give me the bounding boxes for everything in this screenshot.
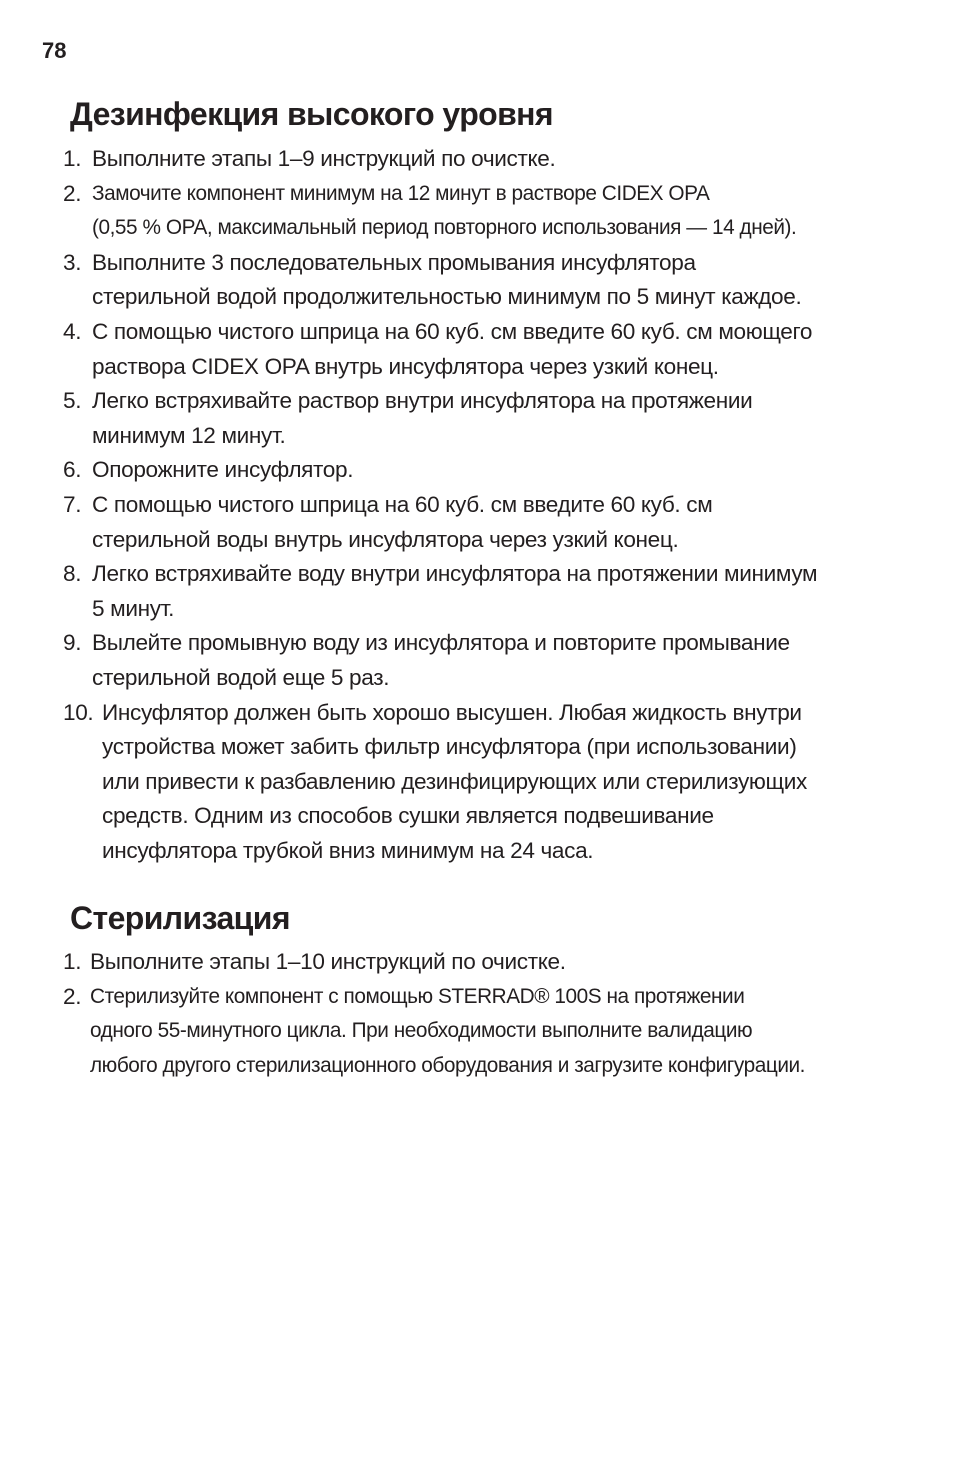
step-number: 9. — [63, 630, 82, 656]
step-text: любого другого стерилизационного оборудования и загрузите конфигурации. — [90, 1053, 805, 1077]
hld-step-5 — [0, 384, 954, 453]
step-text: средств. Одним из способов сушки является подвешивание — [102, 803, 714, 829]
step-text: одного 55-минутного цикла. При необходимости выполните валидацию — [90, 1019, 753, 1043]
step-number: 3. — [63, 249, 82, 275]
step-text: Инсуфлятор должен быть хорошо высушен. Любая жидкость внутри — [102, 699, 802, 725]
hld-step-3 — [0, 246, 954, 315]
step-text: или привести к разбавлению дезинфицирующих или стерилизующих — [102, 768, 807, 794]
step-text: (0,55 % OPA, максимальный период повторного использования — 14 дней). — [92, 216, 797, 240]
hld-step-7 — [0, 488, 954, 557]
step-number: 2. — [63, 180, 82, 206]
sterilization-step-1 — [0, 945, 954, 980]
step-text: Выполните 3 последовательных промывания инсуфлятора — [92, 249, 696, 275]
section-title-hld: Дезинфекция высокого уровня — [70, 96, 553, 132]
step-text: раствора CIDEX OPA внутрь инсуфлятора через узкий конец. — [92, 353, 719, 379]
hld-step-6 — [0, 453, 954, 488]
step-text: Легко встряхивайте раствор внутри инсуфлятора на протяжении — [92, 388, 753, 414]
hld-steps-list — [0, 142, 954, 868]
step-number: 10. — [63, 699, 94, 725]
sterilization-step-2 — [0, 980, 954, 1084]
hld-step-4 — [0, 315, 954, 384]
step-text: минимум 12 минут. — [92, 422, 286, 448]
hld-step-10 — [0, 696, 954, 869]
page-number: 78 — [42, 38, 67, 63]
sterilization-steps-list — [0, 945, 954, 1083]
sterilization-section — [0, 898, 954, 1083]
step-text: Стерилизуйте компонент с помощью STERRAD® 100S на протяжении — [90, 984, 745, 1008]
hld-step-2 — [0, 177, 954, 246]
step-number: 1. — [63, 146, 82, 171]
step-number: 7. — [63, 491, 82, 517]
step-text: С помощью чистого шприца на 60 куб. см введите 60 куб. см моющего — [92, 318, 813, 344]
step-text: инсуфлятора трубкой вниз минимум на 24 часа. — [102, 837, 594, 863]
step-number: 2. — [63, 983, 82, 1009]
step-text: Вылейте промывную воду из инсуфлятора и повторите промывание — [92, 630, 790, 656]
step-text: Опорожните инсуфлятор. — [92, 457, 354, 483]
step-number: 4. — [63, 318, 82, 344]
step-text: Выполните этапы 1–10 инструкций по очистке. — [90, 949, 566, 974]
step-text: устройства может забить фильтр инсуфлятора (при использовании) — [102, 734, 797, 760]
section-title-sterilization: Стерилизация — [70, 900, 290, 936]
step-text: Замочите компонент минимум на 12 минут в растворе CIDEX OPA — [92, 181, 710, 205]
step-text: стерильной воды внутрь инсуфлятора через узкий конец. — [92, 526, 679, 552]
step-text: 5 минут. — [92, 595, 175, 621]
step-number: 1. — [63, 949, 82, 974]
step-number: 8. — [63, 561, 82, 587]
step-number: 5. — [63, 388, 82, 414]
step-text: Выполните этапы 1–9 инструкций по очистке. — [92, 146, 556, 171]
step-text: стерильной водой еще 5 раз. — [92, 664, 390, 690]
step-text: Легко встряхивайте воду внутри инсуфлятора на протяжении минимум — [92, 561, 818, 587]
step-number: 6. — [63, 457, 82, 483]
step-text: С помощью чистого шприца на 60 куб. см введите 60 куб. см — [92, 491, 713, 517]
step-text: стерильной водой продолжительностью минимум по 5 минут каждое. — [92, 284, 802, 310]
hld-step-1 — [0, 142, 954, 177]
hld-step-9 — [0, 626, 954, 695]
high-level-disinfection-section — [0, 94, 954, 868]
hld-step-8 — [0, 557, 954, 626]
